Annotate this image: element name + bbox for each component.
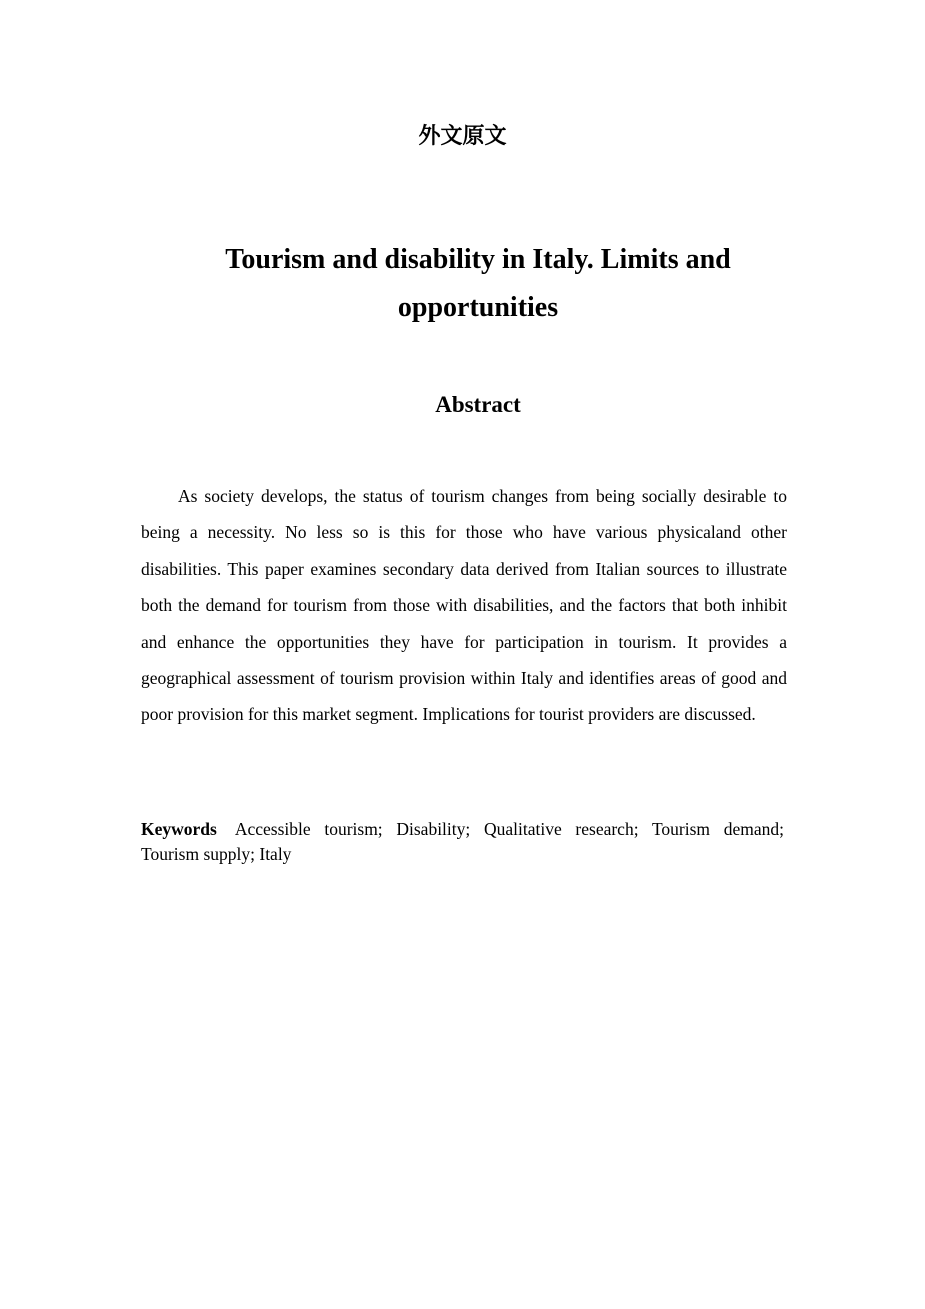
keywords-block [141,817,784,866]
keywords-text: Accessible tourism; Disability; Qualitative research; Tourism demand; Tourism supply; Italy [141,819,784,864]
paper-title: Tourism and disability in Italy. Limits and opportunities [225,244,731,323]
section-label: 外文原文 [418,124,507,149]
abstract-body: As society develops, the status of tourism changes from being socially desirable to being a necessity. No less so is this for those who have various physicaland other disabilities. This paper examines secondary data derived from Italian sources to illustrate both the demand for tourism from those with disabilities, and the factors that both inhibit and enhance the opportunities they have for participation in tourism. It provides a geographical assessment of tourism provision within Italy and identifies areas of good and poor provision for this market segment. Implications for tourist providers are discussed. [141,486,787,725]
keywords-label: Keywords [141,819,217,839]
abstract-heading: Abstract [435,392,521,417]
